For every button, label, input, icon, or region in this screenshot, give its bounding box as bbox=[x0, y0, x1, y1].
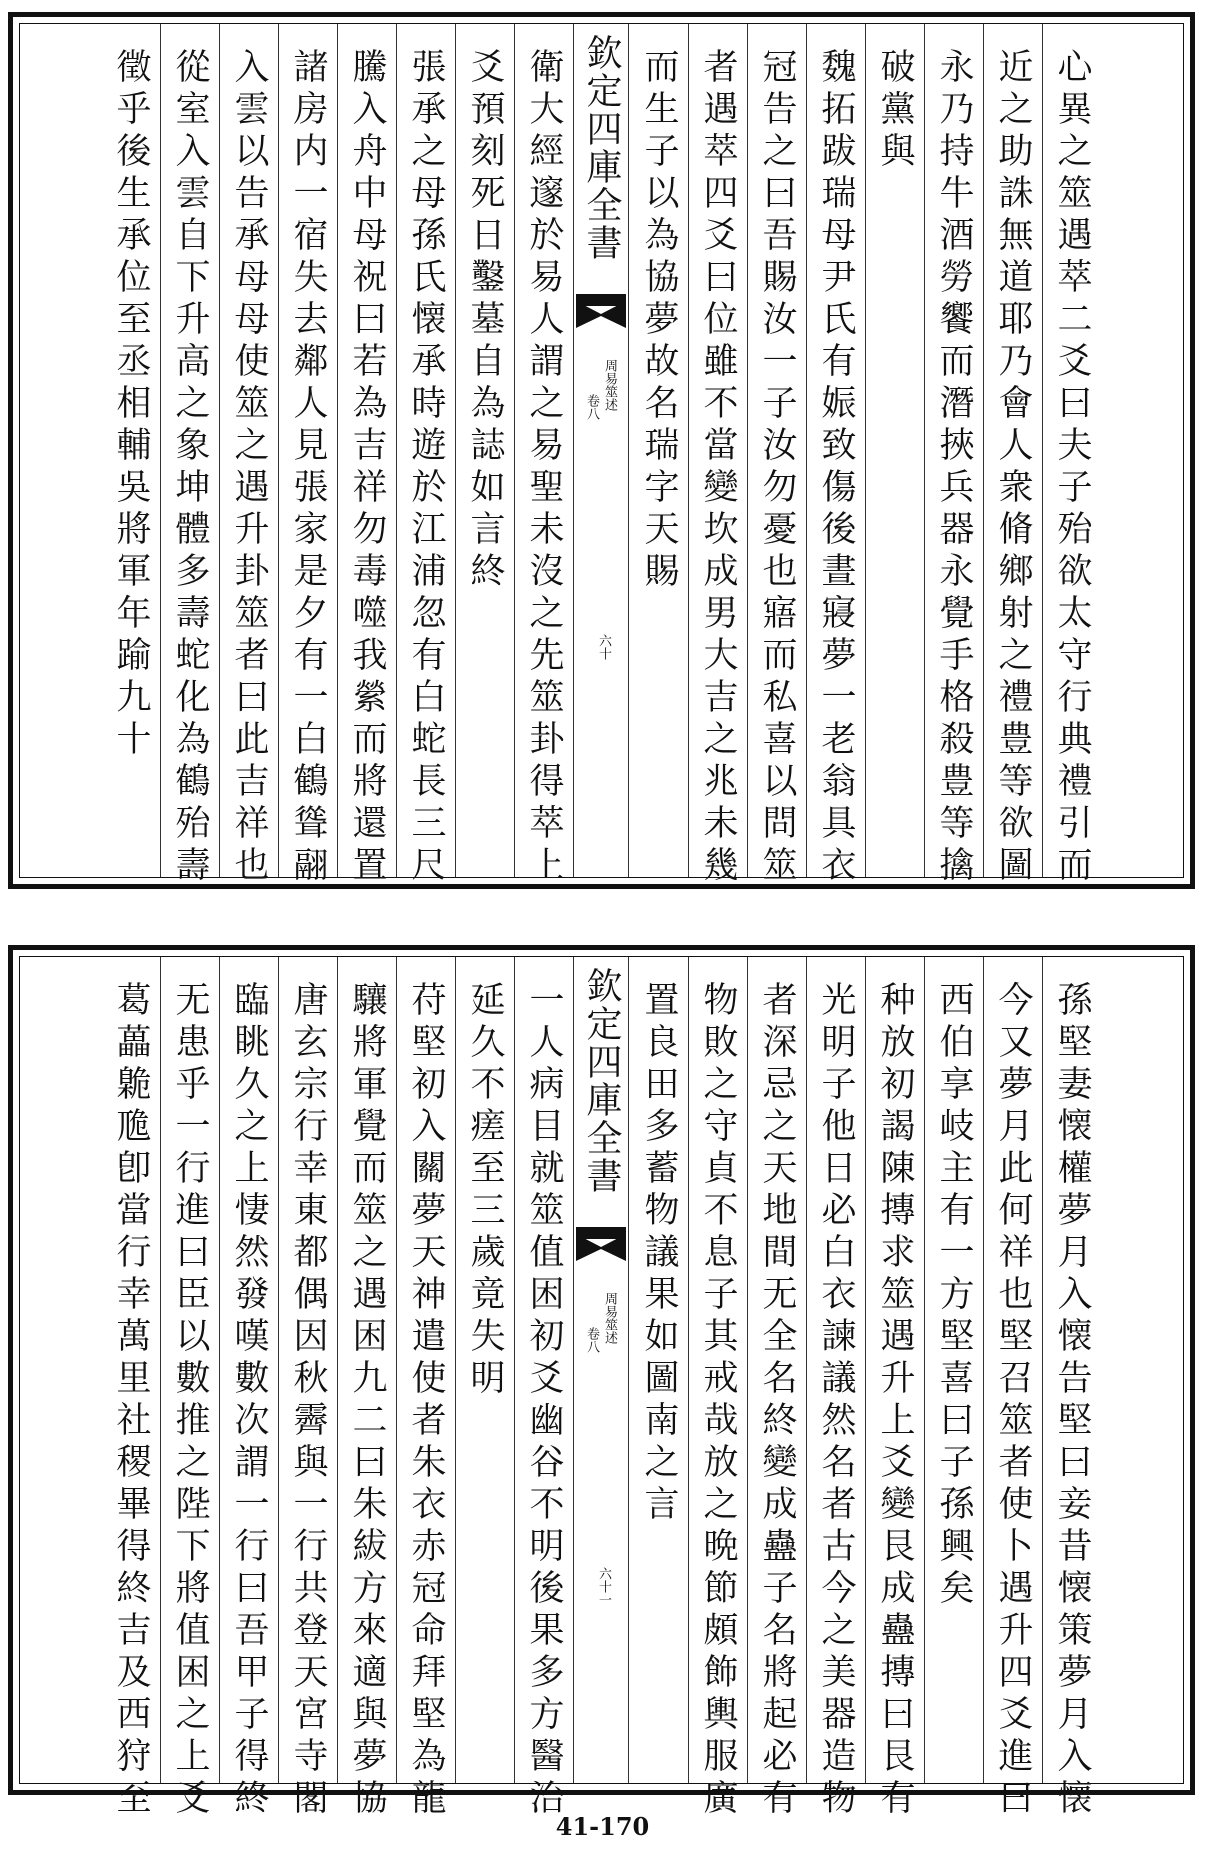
center-strip bbox=[573, 24, 629, 877]
column-text: 置良田多蓄物議果如圖南之言 bbox=[639, 981, 679, 1527]
column-text: 入雲以告承母母使筮之遇升卦筮者曰此吉祥也 bbox=[229, 48, 269, 888]
column-text: 者深忌之天地間无全名終變成蠱子名將起必有 bbox=[757, 981, 797, 1821]
bottom-page-frame bbox=[19, 956, 1184, 1821]
text-column bbox=[219, 957, 278, 1821]
column-text: 延久不瘥至三歲竟失明 bbox=[465, 981, 505, 1401]
text-column bbox=[455, 957, 514, 1783]
book-title: 周易筮述 bbox=[602, 1292, 617, 1344]
column-text: 諸房内一宿失去鄰人見張家是夕有一白鶴聳翮 bbox=[288, 48, 328, 888]
text-column bbox=[629, 24, 688, 877]
text-column bbox=[806, 957, 865, 1821]
text-column bbox=[865, 24, 924, 877]
collection-title: 欽定四庫全書 bbox=[581, 34, 622, 262]
column-text: 從室入雲自下升高之象坤體多壽蛇化為鶴殆壽 bbox=[170, 48, 210, 888]
text-column bbox=[688, 957, 747, 1821]
column-text: 爻預刻死日鑿墓自為誌如言終 bbox=[465, 48, 505, 594]
text-column bbox=[983, 24, 1042, 888]
text-column bbox=[337, 24, 396, 888]
column-text: 徵乎後生承位至丞相輔吳將軍年踰九十 bbox=[111, 48, 151, 762]
column-text: 无患乎一行進曰臣以數推之陛下將值困之上爻 bbox=[170, 981, 210, 1821]
text-column bbox=[1042, 24, 1101, 888]
text-column bbox=[219, 24, 278, 888]
text-column bbox=[629, 957, 688, 1783]
text-column bbox=[160, 24, 219, 888]
column-text: 者遇萃四爻曰位雖不當變坎成男大吉之兆未幾 bbox=[698, 48, 738, 888]
text-column bbox=[278, 957, 337, 1821]
column-text: 种放初謁陳摶求筮遇升上爻變艮成蠱摶曰艮有 bbox=[875, 981, 915, 1821]
text-column bbox=[1042, 957, 1101, 1821]
text-column bbox=[514, 957, 573, 1821]
column-text: 破黨與 bbox=[875, 48, 915, 174]
column-text: 永乃持牛酒勞饗而潛挾兵器永覺手格殺豊等擒 bbox=[934, 48, 974, 888]
column-text: 光明子他日必白衣諫議然名者古今之美器造物 bbox=[816, 981, 856, 1821]
column-text: 孫堅妻懐權夢月入懐告堅曰妾昔懐策夢月入懐 bbox=[1052, 981, 1092, 1821]
text-column bbox=[396, 24, 455, 888]
page-number: 41-170 bbox=[555, 1812, 650, 1841]
column-text: 一人病目就筮值困初爻幽谷不明後果多方醫治 bbox=[524, 981, 564, 1821]
text-column bbox=[396, 957, 455, 1821]
book-title: 周易筮述 bbox=[602, 359, 617, 411]
folio-number: 六十 bbox=[596, 634, 611, 660]
text-column bbox=[924, 957, 983, 1783]
column-text: 驤將軍覺而筮之遇困九二曰朱紱方來適與夢協 bbox=[347, 981, 387, 1821]
top-page-frame bbox=[19, 23, 1184, 888]
text-column bbox=[455, 24, 514, 877]
column-text: 騰入舟中母祝曰若為吉祥勿毒噬我縈而將還置 bbox=[347, 48, 387, 888]
fish-tail-mark bbox=[576, 1227, 626, 1267]
column-text: 西伯享岐主有一方堅喜曰子孫興矣 bbox=[934, 981, 974, 1611]
column-text: 苻堅初入關夢天神遣使者朱衣赤冠命拜堅為龍 bbox=[406, 981, 446, 1821]
column-text: 衛大經邃於易人謂之易聖未沒之先筮卦得萃上 bbox=[524, 48, 564, 888]
column-text: 冠告之曰吾賜汝一子汝勿憂也寤而私喜以問筮 bbox=[757, 48, 797, 888]
text-column bbox=[924, 24, 983, 888]
volume-label: 卷八 bbox=[584, 394, 599, 420]
column-text: 葛藟臲卼卽當行幸萬里社稷畢得終吉及西狩至 bbox=[111, 981, 151, 1821]
text-column bbox=[101, 957, 160, 1821]
text-column bbox=[688, 24, 747, 888]
text-column bbox=[514, 24, 573, 888]
text-column bbox=[278, 24, 337, 888]
text-column bbox=[337, 957, 396, 1821]
top-page bbox=[8, 12, 1195, 889]
bottom-page bbox=[8, 945, 1195, 1821]
text-column bbox=[101, 24, 160, 877]
folio-number: 六十一 bbox=[596, 1567, 611, 1606]
column-text: 今又夢月此何祥也堅召筮者使卜遇升四爻進曰 bbox=[993, 981, 1033, 1821]
column-text: 魏拓跋瑞母尹氏有娠致傷後晝寢夢一老翁具衣 bbox=[816, 48, 856, 888]
volume-label: 卷八 bbox=[584, 1327, 599, 1353]
collection-title: 欽定四庫全書 bbox=[581, 967, 622, 1195]
text-column bbox=[160, 957, 219, 1821]
column-text: 唐玄宗行幸東都偶因秋霽與一行共登天宮寺閣 bbox=[288, 981, 328, 1821]
column-text: 而生子以為協夢故名瑞字天賜 bbox=[639, 48, 679, 594]
fish-tail-mark bbox=[576, 294, 626, 334]
text-column bbox=[865, 957, 924, 1821]
center-strip bbox=[573, 957, 629, 1783]
column-text: 張承之母孫氏懐承時遊於江浦忽有白蛇長三尺 bbox=[406, 48, 446, 888]
column-text: 近之助誅無道耶乃會人衆脩鄉射之禮豊等欲圖 bbox=[993, 48, 1033, 888]
text-column bbox=[983, 957, 1042, 1821]
column-text: 物敗之守貞不息子其戒哉放之晩節頗飾輿服廣 bbox=[698, 981, 738, 1821]
text-column bbox=[747, 24, 806, 888]
text-column bbox=[747, 957, 806, 1821]
column-text: 臨眺久之上悽然發嘆數次謂一行曰吾甲子得終 bbox=[229, 981, 269, 1821]
column-text: 心異之筮遇萃二爻曰夫子殆欲太守行典禮引而 bbox=[1052, 48, 1092, 888]
text-column bbox=[806, 24, 865, 888]
